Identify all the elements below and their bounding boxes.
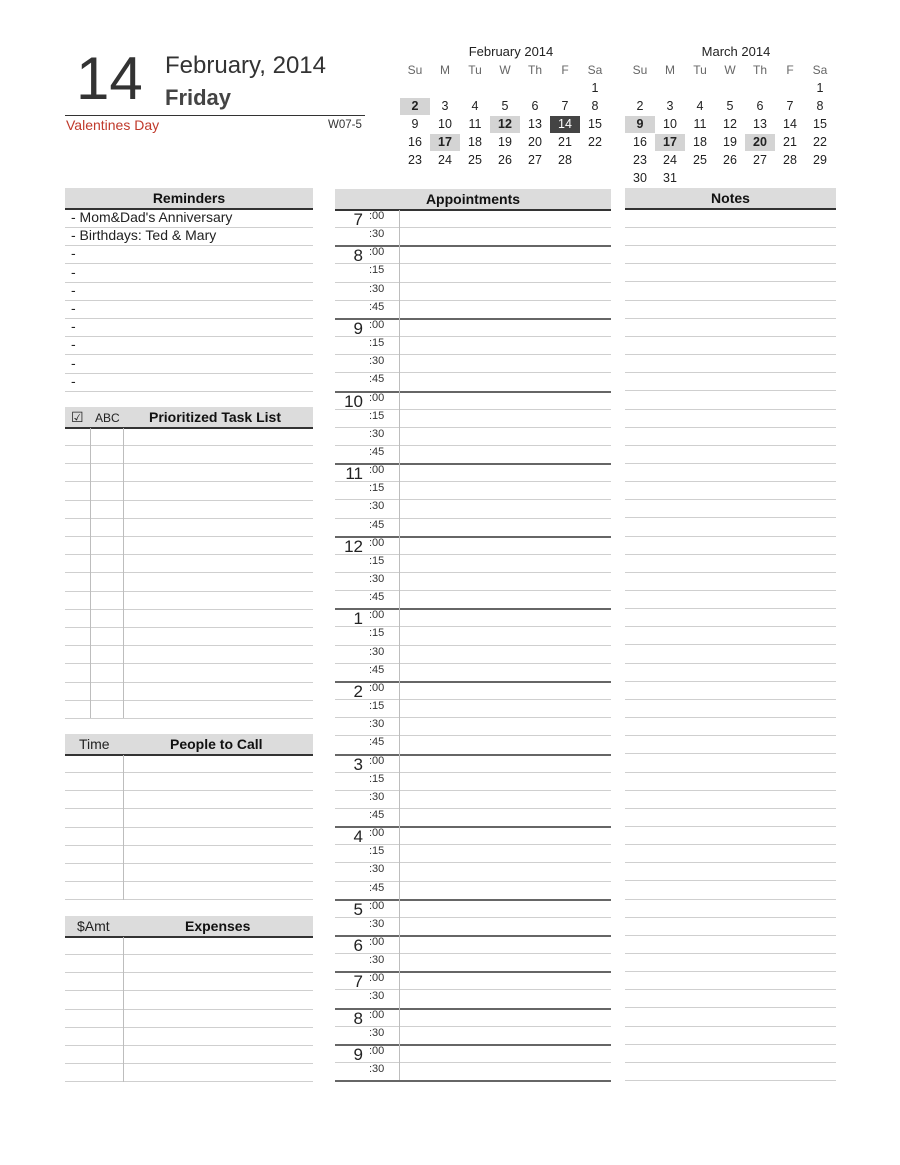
calendar-day[interactable]: 5	[501, 99, 509, 113]
calendar-day[interactable]: 27	[528, 153, 542, 167]
time-label: Time	[79, 736, 110, 752]
expense-row-line	[65, 954, 313, 955]
calendar-day[interactable]: 18	[693, 135, 707, 149]
calendar-day[interactable]: 19	[498, 135, 512, 149]
expense-row-line	[65, 1081, 313, 1082]
calendar-day[interactable]: 4	[471, 99, 479, 113]
appointment-minute: :00	[369, 681, 385, 694]
appointment-minute: :00	[369, 972, 385, 985]
expense-row-line	[65, 972, 313, 973]
appointment-minute-divider	[399, 210, 400, 1080]
task-row-line	[65, 500, 313, 501]
task-list-header	[65, 407, 313, 429]
calendar-weekday: Su	[632, 63, 648, 77]
appointment-hour: 7	[353, 210, 363, 229]
reminder-line	[65, 245, 313, 246]
appointment-minute: :00	[369, 1044, 385, 1057]
calendar-day[interactable]: 26	[498, 153, 512, 167]
reminder-item: - Birthdays: Ted & Mary	[71, 227, 217, 244]
reminder-line	[65, 336, 313, 337]
calendar-day[interactable]: 1	[591, 81, 599, 95]
appointment-hour: 10	[344, 391, 363, 411]
calendar-day[interactable]: 19	[723, 135, 737, 149]
calendar-day[interactable]: 13	[753, 117, 767, 131]
note-line	[625, 318, 836, 319]
calendar-day[interactable]: 3	[666, 99, 674, 113]
appointment-minute: :15	[369, 482, 385, 495]
reminders-header: Reminders	[65, 188, 313, 210]
appointment-hour: 5	[353, 899, 363, 919]
note-line	[625, 1062, 836, 1063]
appointment-minute: :45	[369, 881, 385, 894]
appointment-minute: :30	[369, 500, 385, 513]
note-line	[625, 1080, 836, 1081]
appointment-minute: :30	[369, 282, 385, 295]
calendar-weekday: Sa	[812, 63, 828, 77]
appointment-hour: 8	[353, 1008, 363, 1028]
calendar-day[interactable]: 8	[816, 99, 824, 113]
appointment-minute: :45	[369, 736, 385, 749]
expenses-header	[65, 916, 313, 938]
task-row-line	[65, 536, 313, 537]
appointment-hour: 9	[353, 318, 363, 338]
note-line	[625, 917, 836, 918]
note-line	[625, 409, 836, 410]
calendar-weekday: Tu	[693, 63, 707, 77]
appointment-minute: :30	[369, 790, 385, 803]
appointment-minute: :30	[369, 1026, 385, 1039]
appointment-minute: :45	[369, 373, 385, 386]
reminder-line	[65, 318, 313, 319]
note-line	[625, 517, 836, 518]
appointment-minute: :30	[369, 228, 385, 241]
calendar-day[interactable]: 20	[528, 135, 542, 149]
appointment-hour: 7	[353, 972, 363, 992]
calendar-weekday: M	[665, 63, 675, 77]
day-number: 14	[76, 45, 143, 112]
call-row-line	[65, 772, 313, 773]
calendar-day[interactable]: 29	[813, 153, 827, 167]
calendar-day[interactable]: 12	[723, 117, 737, 131]
appointment-hour: 9	[353, 1044, 363, 1064]
calendar-day[interactable]: 11	[468, 117, 482, 131]
note-line	[625, 281, 836, 282]
note-line	[625, 644, 836, 645]
calendar-day[interactable]: 5	[726, 99, 734, 113]
calendar-day[interactable]: 1	[816, 81, 824, 95]
appointment-minute: :30	[369, 917, 385, 930]
calendar-day[interactable]: 31	[663, 171, 677, 185]
appointment-minute: :45	[369, 663, 385, 676]
task-row-line	[65, 554, 313, 555]
note-line	[625, 1026, 836, 1027]
note-line	[625, 1044, 836, 1045]
reminder-line	[65, 263, 313, 264]
note-line	[625, 699, 836, 700]
call-row-line	[65, 790, 313, 791]
note-line	[625, 427, 836, 428]
appointment-hour: 2	[353, 681, 363, 701]
people-to-call-header	[65, 734, 313, 756]
appointment-minute: :15	[369, 845, 385, 858]
calendar-day[interactable]: 7	[561, 99, 569, 113]
appointment-minute: :45	[369, 591, 385, 604]
appointment-minute: :00	[369, 1008, 385, 1021]
calendar-day[interactable]: 25	[468, 153, 482, 167]
appointment-minute: :00	[369, 754, 385, 767]
calendar-day[interactable]: 2	[636, 99, 644, 113]
appointment-minute: :30	[369, 573, 385, 585]
calendar-day[interactable]: 14	[550, 116, 580, 133]
calendar-day[interactable]: 22	[588, 135, 602, 149]
reminder-line	[65, 354, 313, 355]
weekday: Friday	[165, 85, 232, 110]
task-row-line	[65, 627, 313, 628]
call-row-line	[65, 808, 313, 809]
calendar-weekday: Sa	[587, 63, 603, 77]
note-line	[625, 626, 836, 627]
calendar-day[interactable]: 17	[430, 134, 460, 151]
reminder-item: -	[71, 354, 76, 371]
calendar-day[interactable]: 20	[745, 134, 775, 151]
appointment-slot-line	[335, 1080, 611, 1082]
expenses-title: Expenses	[185, 918, 251, 934]
calendar-weekday: Th	[752, 63, 767, 77]
note-line	[625, 481, 836, 482]
task-row-line	[65, 682, 313, 683]
appointment-minute: :30	[369, 355, 385, 368]
calendar-title: March 2014	[701, 44, 771, 59]
appointment-hour: 3	[353, 754, 363, 774]
holiday-label: Valentines Day	[66, 117, 160, 133]
calendar-weekday: Tu	[468, 63, 482, 77]
calendar-day[interactable]: 9	[411, 117, 419, 131]
note-line	[625, 953, 836, 954]
task-row-line	[65, 700, 313, 701]
note-line	[625, 354, 836, 355]
note-line	[625, 336, 836, 337]
call-row-line	[65, 845, 313, 846]
note-line	[625, 935, 836, 936]
note-line	[625, 844, 836, 845]
appointment-minute: :00	[369, 318, 385, 331]
appointment-minute: :00	[369, 936, 385, 948]
calendar-day[interactable]: 10	[663, 117, 677, 131]
calendar-day[interactable]: 23	[408, 153, 422, 167]
appointments-header: Appointments	[335, 189, 611, 211]
calendar-day[interactable]: 11	[693, 117, 707, 131]
call-row-line	[65, 899, 313, 900]
month-year: February, 2014	[165, 52, 326, 79]
note-line	[625, 372, 836, 373]
note-line	[625, 717, 836, 718]
calendar-weekday: Th	[527, 63, 542, 77]
calendar-day[interactable]: 28	[558, 153, 572, 167]
task-list-title: Prioritized Task List	[149, 409, 281, 425]
expense-row-line	[65, 1063, 313, 1064]
task-row-line	[65, 463, 313, 464]
appointment-minute: :00	[369, 464, 385, 477]
appointment-minute: :45	[369, 300, 385, 313]
task-row-line	[65, 718, 313, 719]
calendar-day[interactable]: 18	[468, 135, 482, 149]
calendar-day[interactable]: 3	[441, 99, 449, 113]
calendar-day[interactable]: 28	[783, 153, 797, 167]
calendar-day[interactable]: 10	[438, 117, 452, 131]
appointment-minute: :15	[369, 264, 385, 277]
calendar-day[interactable]: 24	[663, 153, 677, 167]
call-row-line	[65, 881, 313, 882]
week-code: W07-5	[328, 119, 362, 131]
calendar-day[interactable]: 24	[438, 153, 452, 167]
appointment-minute: :30	[369, 990, 385, 1003]
note-line	[625, 826, 836, 827]
calendar-day[interactable]: 13	[528, 117, 542, 131]
calendar-day[interactable]: 8	[591, 99, 599, 113]
expense-row-line	[65, 1027, 313, 1028]
note-line	[625, 808, 836, 809]
note-line	[625, 445, 836, 446]
note-line	[625, 735, 836, 736]
note-line	[625, 880, 836, 881]
calendar-day[interactable]: 16	[633, 135, 647, 149]
reminder-item: -	[71, 300, 76, 316]
appointment-minute: :30	[369, 863, 385, 876]
calendar-day[interactable]: 14	[783, 117, 797, 131]
calendar-day[interactable]: 21	[783, 135, 797, 149]
note-line	[625, 590, 836, 591]
reminder-item: -	[71, 281, 76, 298]
calendar-weekday: Su	[407, 63, 423, 77]
note-line	[625, 790, 836, 791]
reminder-item: -	[71, 245, 76, 262]
task-row-line	[65, 445, 313, 446]
appointment-minute: :30	[369, 1063, 385, 1076]
reminder-line	[65, 282, 313, 283]
reminder-line	[65, 391, 313, 392]
note-line	[625, 971, 836, 972]
reminder-item: -	[71, 336, 76, 353]
note-line	[625, 263, 836, 264]
amount-label: $Amt	[77, 918, 110, 934]
reminder-item: -	[71, 372, 76, 389]
note-line	[625, 681, 836, 682]
appointment-minute: :00	[369, 391, 385, 404]
calendar-day[interactable]: 9	[625, 116, 655, 133]
task-check-divider	[90, 428, 91, 718]
notes-header: Notes	[625, 188, 836, 210]
calendar-day[interactable]: 15	[588, 117, 602, 131]
task-row-line	[65, 591, 313, 592]
appointment-minute: :00	[369, 609, 385, 622]
calendar-day[interactable]: 7	[786, 99, 794, 113]
calendar-day[interactable]: 6	[756, 99, 764, 113]
call-row-line	[65, 863, 313, 864]
task-row-line	[65, 518, 313, 519]
calendar-day[interactable]: 30	[633, 171, 647, 185]
calendar-day[interactable]: 17	[655, 134, 685, 151]
calendar-day[interactable]: 25	[693, 153, 707, 167]
task-row-line	[65, 609, 313, 610]
task-abc-divider	[123, 428, 124, 718]
appointment-minute: :15	[369, 409, 385, 422]
task-row-line	[65, 481, 313, 482]
appointment-minute: :00	[369, 536, 385, 549]
appointment-minute: :45	[369, 445, 385, 458]
reminder-item: - Mom&Dad's Anniversary	[71, 209, 233, 225]
appointment-minute: :15	[369, 700, 385, 713]
appointment-minute: :00	[369, 210, 385, 222]
calendar-weekday: W	[724, 63, 736, 77]
expense-row-line	[65, 1009, 313, 1010]
calendar-day[interactable]: 26	[723, 153, 737, 167]
reminder-line	[65, 373, 313, 374]
calendar-weekday: F	[786, 63, 794, 77]
note-line	[625, 862, 836, 863]
call-row-line	[65, 827, 313, 828]
appointment-hour: 4	[353, 827, 363, 847]
note-line	[625, 899, 836, 900]
calendar-title: February 2014	[468, 44, 554, 59]
note-line	[625, 300, 836, 301]
calendar-weekday: W	[499, 63, 511, 77]
calendar-day[interactable]: 4	[696, 99, 704, 113]
task-row-line	[65, 572, 313, 573]
note-line	[625, 989, 836, 990]
appointment-hour: 8	[353, 246, 363, 266]
checkbox-icon: ☑	[71, 409, 84, 425]
calendar-weekday: F	[561, 63, 569, 77]
note-line	[625, 572, 836, 573]
calendar-day[interactable]: 22	[813, 135, 827, 149]
reminder-line	[65, 300, 313, 301]
note-line	[625, 772, 836, 773]
appointment-hour: 1	[353, 609, 363, 629]
note-line	[625, 499, 836, 500]
calendar-day[interactable]: 2	[400, 98, 430, 115]
appointment-minute: :15	[369, 554, 385, 567]
appointment-minute: :00	[369, 899, 385, 912]
people-to-call-title: People to Call	[170, 736, 263, 752]
appointment-minute: :15	[369, 772, 385, 785]
note-line	[625, 390, 836, 391]
expense-row-line	[65, 1045, 313, 1046]
note-line	[625, 1007, 836, 1008]
note-line	[625, 554, 836, 555]
note-line	[625, 463, 836, 464]
calendar-day[interactable]: 23	[633, 153, 647, 167]
appointment-minute: :30	[369, 427, 385, 440]
calendar-day[interactable]: 16	[408, 135, 422, 149]
header-rule	[65, 115, 365, 116]
task-row-line	[65, 645, 313, 646]
appointment-minute: :30	[369, 645, 385, 658]
calendar-day[interactable]: 21	[558, 135, 572, 149]
expense-amount-divider	[123, 937, 124, 1082]
appointment-minute: :00	[369, 246, 385, 259]
calendar-weekday: M	[440, 63, 450, 77]
calendar-day[interactable]: 6	[531, 99, 539, 113]
reminder-item: -	[71, 263, 76, 280]
appointment-minute: :45	[369, 518, 385, 531]
calendar-day[interactable]: 27	[753, 153, 767, 167]
reminder-item: -	[71, 318, 76, 335]
appointment-minute: :00	[369, 827, 385, 840]
appointment-hour: 6	[353, 936, 363, 955]
expense-row-line	[65, 990, 313, 991]
note-line	[625, 536, 836, 537]
appointment-hour: 11	[345, 464, 363, 484]
note-line	[625, 663, 836, 664]
appointment-minute: :30	[369, 954, 385, 967]
appointment-minute: :15	[369, 337, 385, 350]
appointment-minute: :15	[369, 627, 385, 640]
call-time-divider	[123, 755, 124, 900]
calendar-day[interactable]: 15	[813, 117, 827, 131]
note-line	[625, 753, 836, 754]
appointment-minute: :30	[369, 718, 385, 731]
note-line	[625, 245, 836, 246]
abc-label: ABC	[95, 411, 120, 425]
note-line	[625, 608, 836, 609]
task-row-line	[65, 663, 313, 664]
note-line	[625, 227, 836, 228]
appointment-hour: 12	[344, 536, 363, 556]
appointment-minute: :45	[369, 808, 385, 821]
calendar-day[interactable]: 12	[490, 116, 520, 133]
